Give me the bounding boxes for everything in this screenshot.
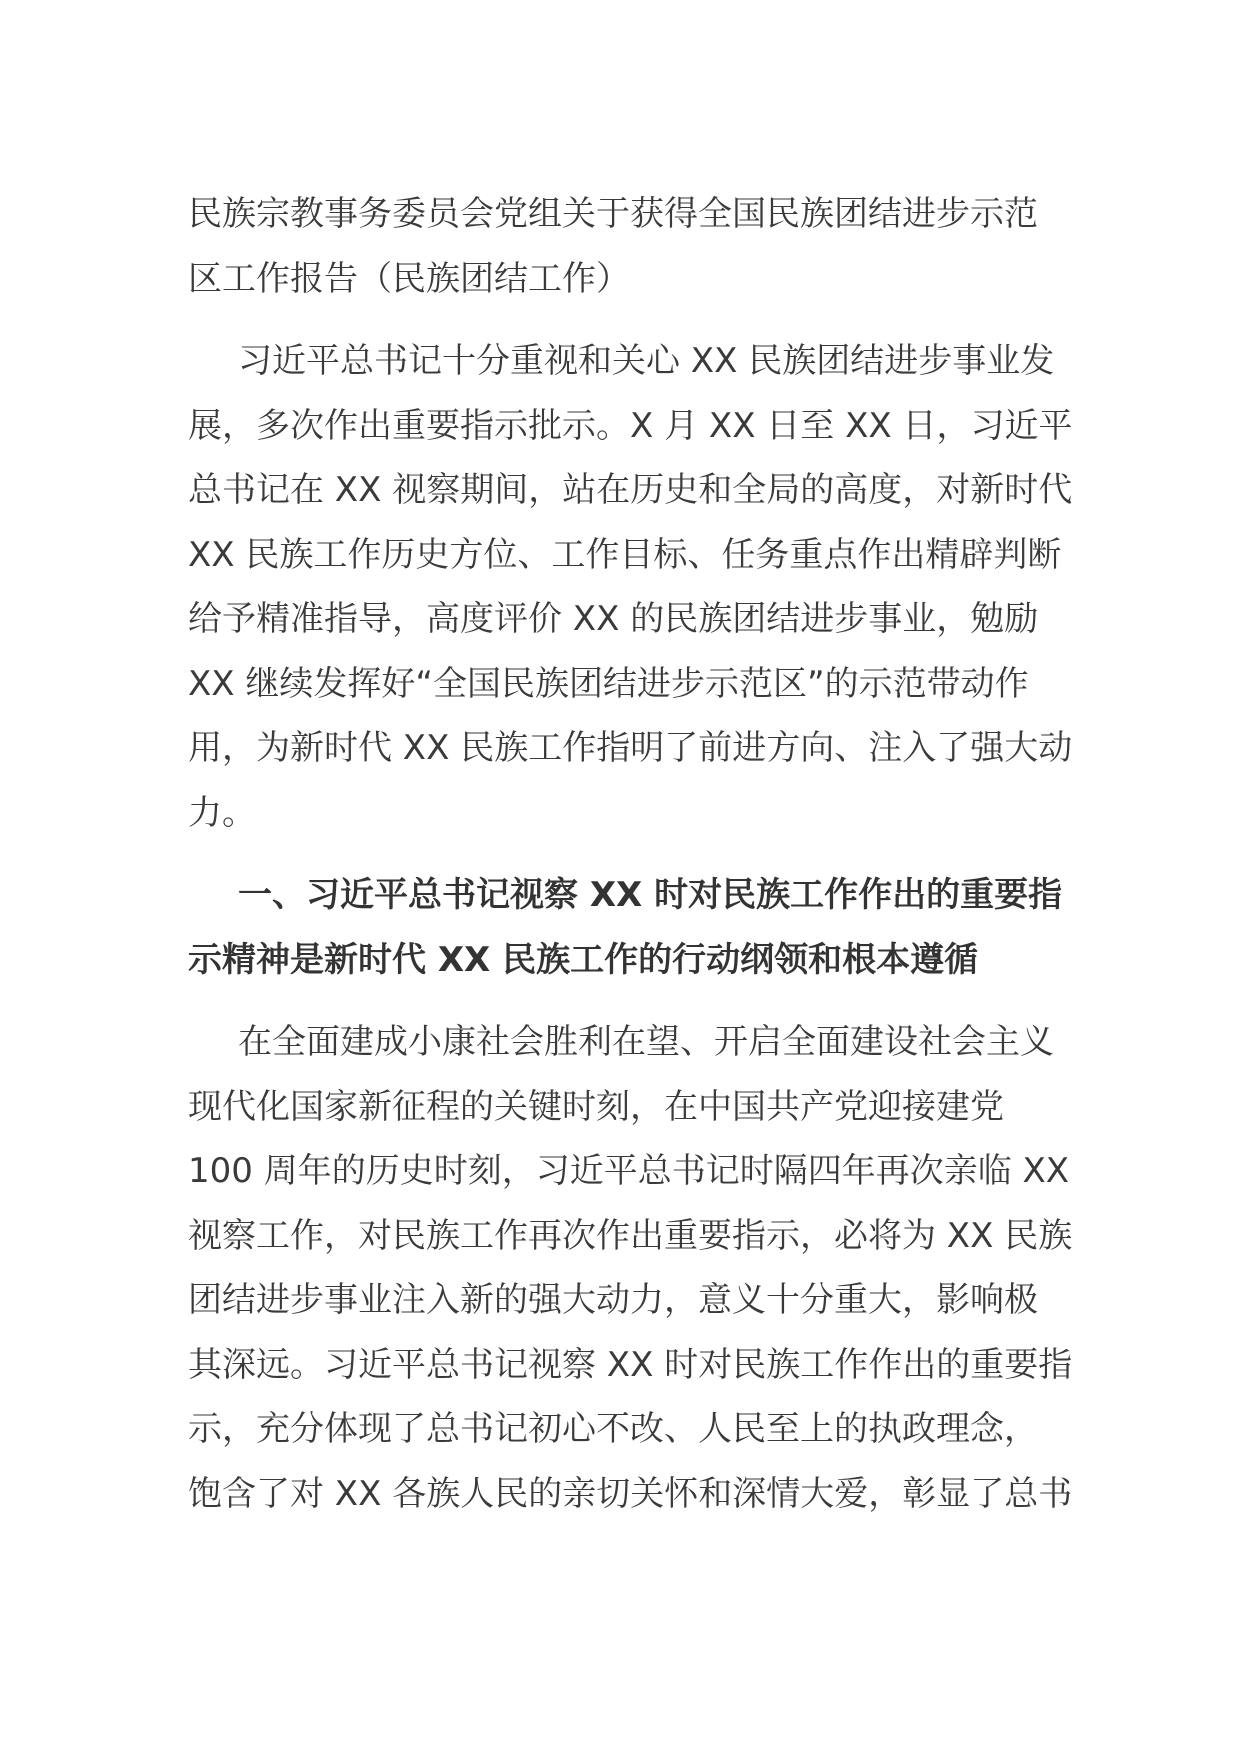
paragraph-line: 饱含了对 XX 各族人民的亲切关怀和深情大爱，彰显了总书 — [188, 1473, 1073, 1514]
paragraph-line: 展，多次作出重要指示批示。X 月 XX 日至 XX 日，习近平 — [188, 405, 1073, 446]
paragraph-line: 团结进步事业注入新的强大动力，意义十分重大，影响极 — [188, 1280, 1038, 1320]
paragraph-line: 现代化国家新征程的关键时刻，在中国共产党迎接建党 — [188, 1086, 1004, 1127]
paragraph-intro — [188, 329, 1073, 845]
paragraph-line: 在全面建成小康社会胜利在望、开启全面建设社会主义 — [238, 1022, 1054, 1062]
paragraph-line: 其深远。习近平总书记视察 XX 时对民族工作作出的重要指 — [188, 1344, 1073, 1385]
paragraph-line: 示，充分体现了总书记初心不改、人民至上的执政理念， — [188, 1409, 1038, 1449]
title-line: 民族宗教事务委员会党组关于获得全国民族团结进步示范 — [188, 194, 1038, 234]
heading-line: 示精神是新时代 XX 民族工作的行动纲领和根本遵循 — [188, 939, 979, 980]
paragraph-line: 用，为新时代 XX 民族工作指明了前进方向、注入了强大动 — [188, 728, 1073, 768]
paragraph-line: XX 民族工作历史方位、工作目标、任务重点作出精辟判断 — [188, 534, 1062, 575]
paragraph-line: 给予精准指导，高度评价 XX 的民族团结进步事业，勉励 — [188, 599, 1039, 639]
title-line: 区工作报告（民族团结工作） — [188, 258, 630, 299]
heading-line: 一、习近平总书记视察 XX 时对民族工作作出的重要指 — [238, 875, 1063, 915]
section-heading-1 — [188, 863, 1063, 992]
document-title — [188, 182, 1052, 311]
paragraph-line: 总书记在 XX 视察期间，站在历史和全局的高度，对新时代 — [188, 470, 1073, 510]
paragraph-line: 习近平总书记十分重视和关心 XX 民族团结进步事业发 — [238, 341, 1055, 381]
paragraph-line: 力。 — [188, 792, 256, 833]
document-page — [188, 182, 1073, 1544]
paragraph-line: 视察工作，对民族工作再次作出重要指示，必将为 XX 民族 — [188, 1215, 1073, 1256]
paragraph-section-1 — [188, 1010, 1073, 1526]
paragraph-line: XX 继续发挥好“全国民族团结进步示范区”的示范带动作 — [188, 663, 1029, 704]
paragraph-line: 100 周年的历史时刻，习近平总书记时隔四年再次亲临 XX — [188, 1151, 1070, 1191]
